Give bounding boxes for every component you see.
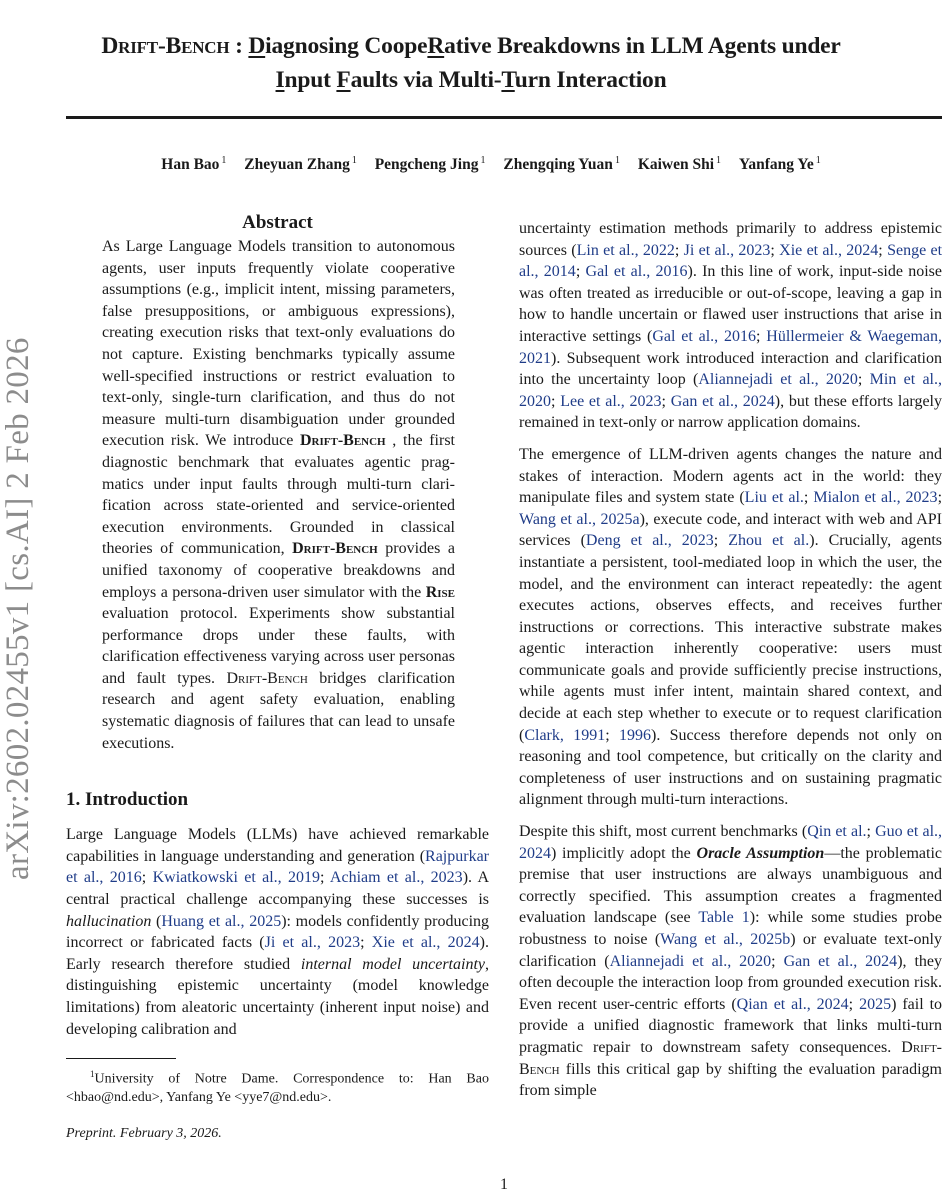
separator: ; <box>866 823 876 841</box>
body-text: The emergence of LLM-driven agents changes the nature and stakes of interaction. Modern agents act in the world: they manipulate files and system state ( <box>519 445 942 507</box>
benchmark-name <box>101 33 229 59</box>
citation-link[interactable]: 1996 <box>618 726 651 744</box>
citation-link[interactable]: Wang et al., 2025b <box>660 931 791 948</box>
title-text: iagnosing Coope <box>265 33 428 59</box>
title-text: aults via Multi- <box>350 67 502 93</box>
body-text: Large Language Models (LLMs) have achieved remarkable capabilities in language understanding and generation ( <box>66 826 489 865</box>
title-smallcaps: ENCH <box>181 38 230 57</box>
footnote <box>66 1065 489 1108</box>
acronym-letter: F <box>336 67 351 93</box>
body-text: Despite this shift, most current benchmarks ( <box>519 823 808 841</box>
acronym-letter: R <box>427 33 445 59</box>
separator: ; <box>771 952 784 970</box>
author <box>503 156 620 173</box>
body-text: ). Subsequent work introduced interaction and clarification into the uncertainty loop ( <box>519 349 942 389</box>
body-text: ). Crucially, agents instantiate a persistent, tool-mediated loop in which the user, the model, and the environment can interact repeatedly: the agent executes actions, observes effects, and receives further instructions or corrections. This interactive substrate makes agentic interaction inherently cooperative: users must communicate goals and provide sufficiently precise instructions, while agents must infer intent, maintain shared context, and decide at each step whether to execute or to request clarification ( <box>519 532 942 744</box>
separator: ; <box>803 489 814 507</box>
author-name: Pengcheng Jing <box>374 156 479 174</box>
affiliation-mark: 1 <box>480 155 486 166</box>
benchmark-name: Drift-Bench <box>519 1038 942 1078</box>
body-text: ), but these efforts largely remained in text-only or narrow application domains. <box>519 392 942 432</box>
body-text: , distinguishing epistemic uncertainty (model knowledge limitations) from aleatoric uncertainty (inherent input noise) and developing calibration and <box>66 955 489 1038</box>
body-text: ) implicitly adopt the <box>551 844 697 862</box>
title-text: ative Breakdowns in LLM Agents under <box>444 33 841 59</box>
citation-link[interactable]: Xie et al., 2024 <box>779 241 879 259</box>
separator: ; <box>848 995 860 1013</box>
author-name: Yanfang Ye <box>738 156 814 174</box>
author <box>375 156 486 173</box>
title-colon: : <box>229 33 249 59</box>
citation-link[interactable]: Mialon et al., 2023 <box>813 489 938 507</box>
body-text: ) fail to provide a unified diagnostic framework that links multi-turn pragmatic repair to downstream safety consequences. <box>519 995 942 1056</box>
affiliation-mark: 1 <box>614 155 620 166</box>
benchmark-name: Drift-Bench <box>300 432 386 450</box>
section-heading-introduction: 1. Introduction <box>66 789 189 811</box>
footnote-rule <box>66 1058 176 1059</box>
citation-link[interactable]: Ji et al., 2023 <box>264 934 361 952</box>
citation-link[interactable]: Gal et al., 2016 <box>652 327 756 345</box>
preprint-notice: Preprint. February 3, 2026. <box>66 1125 222 1141</box>
citation-link[interactable]: Aliannejadi et al., 2020 <box>609 952 772 970</box>
intro-paragraph-2 <box>519 444 942 811</box>
citation-link[interactable]: Zhou et al. <box>728 532 810 550</box>
title-text: nput <box>284 67 337 93</box>
author-name: Zhengqing Yuan <box>503 156 613 174</box>
body-text: ). Early research therefore studied <box>66 934 489 973</box>
citation-link[interactable]: Senge et al., 2014 <box>519 241 942 281</box>
separator: ; <box>551 392 561 410</box>
paper-title <box>60 30 882 96</box>
intro-paragraph-1 <box>66 824 489 1040</box>
affiliation-mark: 1 <box>815 155 821 166</box>
author-name: Kaiwen Shi <box>637 156 715 174</box>
body-text: ( <box>151 912 162 930</box>
body-text: fills this critical gap by shifting the evaluation paradigm from simple <box>519 1060 942 1100</box>
left-column <box>66 212 489 1142</box>
abstract-text: As Large Language Models transition to autonomous agents, user inputs frequently violate cooperative assumptions (e.g., implicit intent, missing parameters, false presuppositions, or ambiguous expressions), creating execution risks that text-only evaluations do not capture. Existing benchmarks typically assume well-specified instructions or restrict evaluation to text-only, single-turn clarification, and thus do not measure multi-turn disambiguation under grounded execution risk. We introduce <box>102 238 455 450</box>
separator: ; <box>713 532 729 550</box>
abstract-heading: Abstract <box>242 212 313 233</box>
title-rule <box>66 116 942 119</box>
citation-link[interactable]: Qin et al. <box>807 823 867 841</box>
separator: ; <box>770 241 780 259</box>
abstract-text: bridges clarification research and agent safety evaluation, enabling systematic diagnosis of failures that can lead to unsafe executions. <box>102 669 455 752</box>
body-text: ), execute code, and interact with web and API services ( <box>519 510 942 550</box>
title-smallcaps: RIFT <box>118 38 158 57</box>
citation-link[interactable]: Guo et al., 2024 <box>519 823 942 862</box>
body-text: ). In this line of work, input-side noise was often treated as irreducible or out-of-scope, leaving a gap in how to handle uncertain or flawed user instructions that arise in interactive settings ( <box>519 263 942 345</box>
body-text: ). A central practical challenge accompanying these successes is <box>66 869 490 909</box>
citation-link[interactable]: Hüllermeier & Waegeman, 2021 <box>519 327 942 367</box>
separator: ; <box>756 327 767 345</box>
abstract-text: , the first diagnostic benchmark that evaluates agentic pragmatics under input faults through multi-turn clarification across state-oriented and service-oriented execution environments. Grounded in classical theories of communication, <box>102 432 456 558</box>
abstract-body <box>102 236 455 754</box>
key-term: Oracle Assumption <box>696 844 825 862</box>
citation-link[interactable]: Ji et al., 2023 <box>683 241 771 259</box>
author <box>638 156 721 173</box>
citation-link[interactable]: Min et al., 2020 <box>519 371 942 410</box>
citation-link[interactable]: Liu et al. <box>744 489 804 507</box>
title-text: urn Interaction <box>514 67 667 93</box>
citation-link[interactable]: Xie et al., 2024 <box>371 934 480 952</box>
body-text: ) or evaluate text-only clarification ( <box>519 931 942 970</box>
arxiv-stamp: arXiv:2602.02455v1 [cs.AI] 2 Feb 2026 <box>0 337 36 880</box>
citation-link[interactable]: Lee et al., 2023 <box>560 392 662 410</box>
separator: ; <box>141 869 153 887</box>
author-name: Han Bao <box>161 156 220 174</box>
author <box>244 156 357 173</box>
intro-paragraph-3 <box>519 821 942 1102</box>
citation-link[interactable]: Rajpurkar et al., 2016 <box>66 847 489 887</box>
separator: ; <box>937 489 942 507</box>
citation-link[interactable]: Qian et al., 2024 <box>736 995 849 1013</box>
abstract-text: provides a unified taxonomy of cooperative breakdowns and employs a persona-driven user simulator with the <box>102 540 455 601</box>
intro-paragraph-1-continued <box>519 218 942 434</box>
separator: ; <box>674 241 684 259</box>
body-text: ). Success therefore depends not only on reasoning and tool competence, but critically on the clarity and completeness of user instructions and on sustaining pragmatic alignment through multi-turn interactions. <box>519 726 942 809</box>
citation-link[interactable]: Gan et al., 2024 <box>783 952 898 970</box>
separator: ; <box>857 371 870 389</box>
author <box>161 156 226 173</box>
page-number: 1 <box>500 1176 508 1193</box>
affiliation-mark: 1 <box>221 155 227 166</box>
emphasis: hallucination <box>66 912 152 930</box>
benchmark-name: Drift-Bench <box>226 669 308 687</box>
citation-link[interactable]: Lin et al., 2022 <box>576 241 675 259</box>
title-char: B <box>165 33 182 59</box>
citation-link[interactable]: Deng et al., 2023 <box>585 532 714 550</box>
body-text: ): while some studies probe robustness to noise ( <box>519 909 942 948</box>
author-list <box>60 155 922 174</box>
benchmark-name: Drift-Bench <box>292 540 378 558</box>
body-text: uncertainty estimation methods primarily to address epistemic sources ( <box>519 220 942 259</box>
affiliation-mark: 1 <box>351 155 357 166</box>
body-text: —the problematic premise that user instructions are always unambiguous and correctly specified. This assumption creates a fragmented evaluation landscape (see <box>519 844 942 927</box>
abstract-text: evaluation protocol. Experiments show substantial performance drops under these faults, with clarification effectiveness varying across user personas and fault types. <box>102 605 455 687</box>
title-line-1 <box>60 30 882 64</box>
citation-link[interactable]: Gal et al., 2016 <box>585 263 688 281</box>
acronym-letter: I <box>275 67 285 93</box>
table-reference-link[interactable]: Table 1 <box>698 909 750 927</box>
citation-link[interactable]: Huang et al., 2025 <box>161 912 282 930</box>
separator: ; <box>320 869 330 887</box>
citation-link[interactable]: Achiam et al., 2023 <box>329 869 463 887</box>
citation-link[interactable]: Gan et al., 2024 <box>670 392 775 410</box>
right-column <box>519 218 942 1102</box>
footnote-mark: 1 <box>90 1069 95 1080</box>
separator: ; <box>605 726 619 744</box>
separator: ; <box>360 934 372 952</box>
affiliation-mark: 1 <box>716 155 722 166</box>
title-char: D <box>101 33 119 59</box>
body-text: ), they often decouple the interaction loop from grounded execution risk. Even recent user-centric efforts ( <box>519 952 942 1013</box>
separator: ; <box>661 392 671 410</box>
emphasis: internal model uncertainty <box>300 955 485 973</box>
author <box>739 156 821 173</box>
title-dash: - <box>157 33 166 59</box>
acronym-letter: D <box>248 33 266 59</box>
title-line-2 <box>60 64 882 96</box>
citation-link[interactable]: Aliannejadi et al., 2020 <box>698 371 858 389</box>
author-name: Zheyuan Zhang <box>244 156 350 174</box>
acronym-letter: T <box>501 67 515 93</box>
separator: ; <box>878 241 888 259</box>
citation-link[interactable]: 2025 <box>859 995 892 1013</box>
protocol-name: Rise <box>425 583 455 601</box>
body-text: ): models confidently producing incorrect or fabricated facts ( <box>66 912 490 952</box>
separator: ; <box>575 263 586 281</box>
footnote-text: University of Notre Dame. Correspondence to: Han Bao <hbao@nd.edu>, Yanfang Ye <yye7@nd.edu>. <box>66 1071 489 1106</box>
citation-link[interactable]: Clark, 1991 <box>524 726 606 744</box>
citation-link[interactable]: Kwiatkowski et al., 2019 <box>152 869 321 887</box>
citation-link[interactable]: Wang et al., 2025a <box>519 510 640 528</box>
